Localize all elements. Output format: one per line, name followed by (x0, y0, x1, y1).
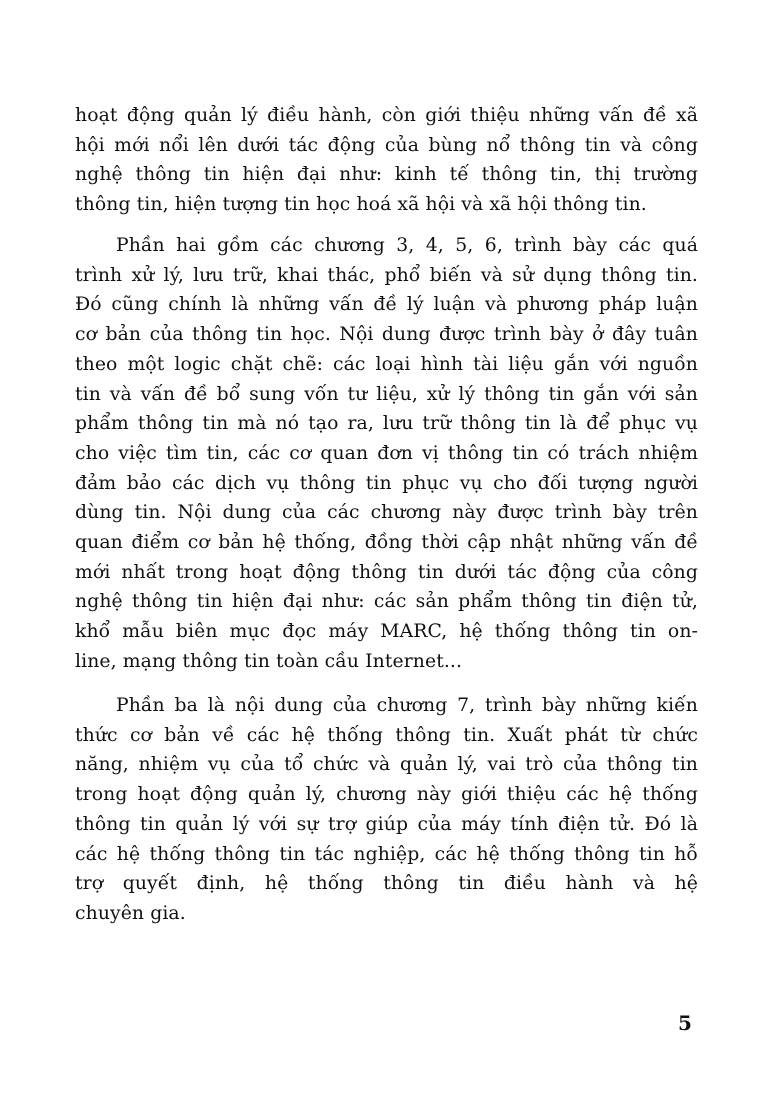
text-line (75, 231, 698, 261)
text-line: line, mạng thông tin toàn cầu Internet... (75, 650, 463, 672)
text-line: dùng tin. Nội dung của các chương này được trình bày trên (75, 502, 698, 524)
text-line: năng, nhiệm vụ của tổ chức và quản lý, vai trò của thông tin (75, 754, 698, 776)
text-line: cơ bản của thông tin học. Nội dung được trình bày ở đây tuân (75, 324, 698, 346)
text-line: trình xử lý, lưu trữ, khai thác, phổ biến và sử dụng thông tin. (75, 264, 698, 286)
text-line: các hệ thống thông tin tác nghiệp, các hệ thống thông tin hỗ (75, 843, 698, 865)
paragraph-3 (75, 691, 698, 929)
text-line: trợ quyết định, hệ thống thông tin điều hành và hệ (75, 873, 698, 895)
text-line: thông tin quản lý với sự trợ giúp của máy tính điện tử. Đó là (75, 813, 698, 835)
text-line: khổ mẫu biên mục đọc máy MARC, hệ thống thông tin on- (75, 621, 698, 643)
text-line: chuyên gia. (75, 902, 186, 924)
text-line: nghệ thông tin hiện đại như: các sản phẩm thông tin điện tử, (75, 591, 698, 613)
text-line: theo một logic chặt chẽ: các loại hình tài liệu gắn với nguồn (75, 353, 698, 375)
text-line (75, 691, 698, 721)
text-line: thông tin, hiện tượng tin học hoá xã hội và xã hội thông tin. (75, 194, 647, 216)
text-line: mới nhất trong hoạt động thông tin dưới tác động của công (75, 561, 698, 583)
text-line: đảm bảo các dịch vụ thông tin phục vụ cho đối tượng người (75, 472, 698, 494)
text-line: thức cơ bản về các hệ thống thông tin. Xuất phát từ chức (75, 724, 698, 746)
text-line-content: Phần ba là nội dung của chương 7, trình bày những kiến (116, 695, 698, 716)
text-line: hội mới nổi lên dưới tác động của bùng nổ thông tin và công (75, 134, 698, 156)
text-line-content: Phần hai gồm các chương 3, 4, 5, 6, trình bày các quá (116, 235, 698, 256)
text-line: trong hoạt động quản lý, chương này giới thiệu các hệ thống (75, 784, 698, 806)
text-line: nghệ thông tin hiện đại như: kinh tế thông tin, thị trường (75, 164, 698, 186)
text-line: quan điểm cơ bản hệ thống, đồng thời cập nhật những vấn đề (75, 532, 698, 554)
paragraph-2 (75, 231, 698, 677)
text-line: hoạt động quản lý điều hành, còn giới thiệu những vấn đề xã (75, 105, 698, 126)
text-line: cho việc tìm tin, các cơ quan đơn vị thông tin có trách nhiệm (75, 442, 698, 464)
text-line: phẩm thông tin mà nó tạo ra, lưu trữ thông tin là để phục vụ (75, 413, 698, 435)
text-line: Đó cũng chính là những vấn đề lý luận và phương pháp luận (75, 294, 698, 316)
paragraph-1 (75, 101, 698, 220)
text-line: tin và vấn đề bổ sung vốn tư liệu, xử lý thông tin gắn với sản (75, 383, 698, 405)
page-number: 5 (678, 1011, 692, 1035)
